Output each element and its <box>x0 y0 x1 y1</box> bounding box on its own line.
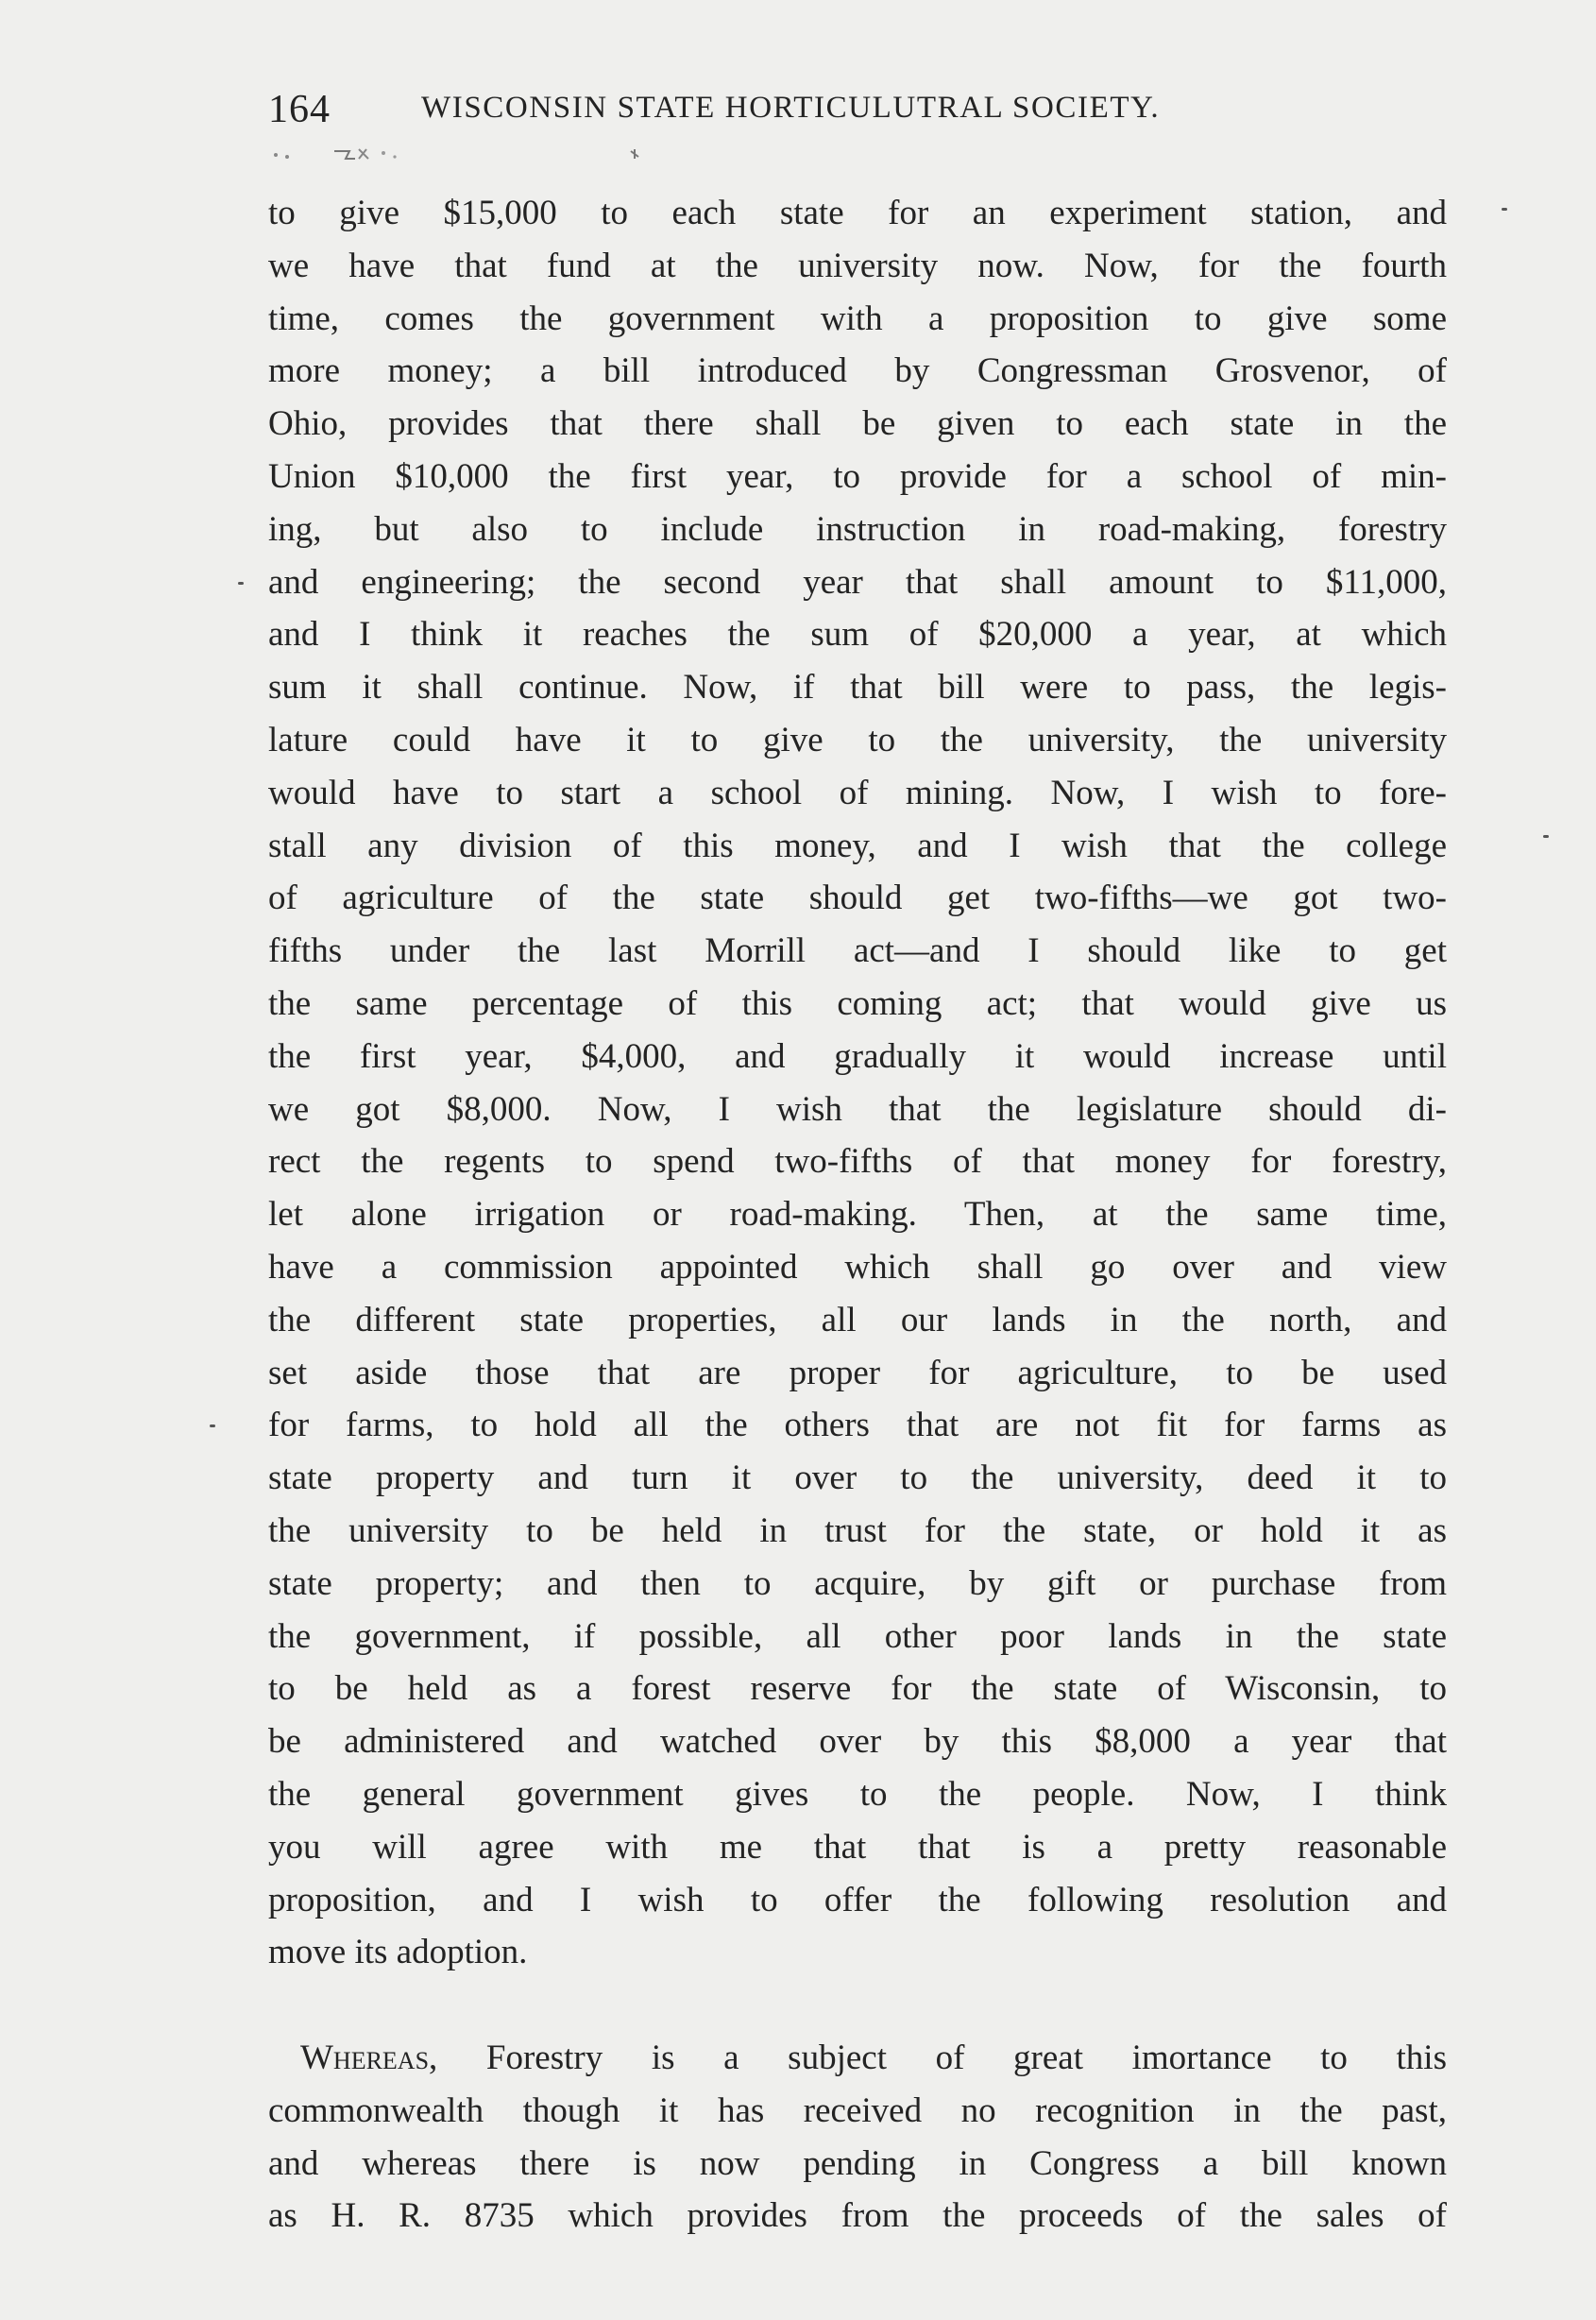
text-line: would have to start a school of mining. Now, I wish to fore- <box>268 773 1447 812</box>
text-line: for farms, to hold all the others that are not fit for farms as <box>268 1406 1447 1445</box>
body-text <box>268 187 1447 2243</box>
page-number: 164 <box>268 88 331 131</box>
text-line: and engineering; the second year that shall amount to $11,000, <box>268 562 1447 602</box>
text-line: the university to be held in trust for the state, or hold it as <box>268 1510 1447 1550</box>
text-line: set aside those that are proper for agriculture, to be used <box>268 1353 1447 1392</box>
text-line: lature could have it to give to the university, the university <box>268 720 1447 759</box>
text-line: move its adoption. <box>268 1933 528 1972</box>
text-line: let alone irrigation or road-making. Then, at the same time, <box>268 1195 1447 1235</box>
resolution-paragraph <box>268 2032 1447 2243</box>
text-line: fifths under the last Morrill act—and I should like to get <box>268 931 1447 971</box>
text-line: state property; and then to acquire, by gift or purchase from <box>268 1563 1447 1603</box>
text-line: to be held as a forest reserve for the state of Wisconsin, to <box>268 1669 1447 1709</box>
resolution-first-line-text: Forestry is a subject of great imortance to this <box>437 2039 1447 2078</box>
text-line: we have that fund at the university now. Now, for the fourth <box>268 246 1447 285</box>
text-line: you will agree with me that that is a pretty reasonable <box>268 1827 1447 1867</box>
margin-speck <box>1502 208 1507 211</box>
whereas-lead-word: Whereas, <box>300 2039 438 2078</box>
text-line: more money; a bill introduced by Congressman Grosvenor, of <box>268 351 1447 391</box>
text-line: the general government gives to the people. Now, I think <box>268 1774 1447 1814</box>
text-line: be administered and watched over by this $8,000 a year that <box>268 1722 1447 1762</box>
text-line: the same percentage of this coming act; that would give us <box>268 983 1447 1023</box>
text-line: the government, if possible, all other poor lands in the state <box>268 1616 1447 1656</box>
text-line: proposition, and I wish to offer the following resolution and <box>268 1880 1447 1919</box>
text-line: and I think it reaches the sum of $20,000 a year, at which <box>268 615 1447 655</box>
margin-speck <box>238 582 244 585</box>
resolution-first-line <box>268 2032 1447 2085</box>
margin-speck <box>1543 835 1549 838</box>
text-line: Union $10,000 the first year, to provide for a school of min- <box>268 456 1447 496</box>
text-line: Ohio, provides that there shall be given to each state in the <box>268 404 1447 444</box>
running-title: WISCONSIN STATE HORTICULUTRAL SOCIETY. <box>421 91 1161 125</box>
text-line: to give $15,000 to each state for an experiment station, and <box>268 194 1447 232</box>
text-line: ing, but also to include instruction in road-making, forestry <box>268 509 1447 549</box>
text-line: rect the regents to spend two-fifths of that money for forestry, <box>268 1142 1447 1182</box>
margin-speck <box>210 1424 215 1427</box>
text-line: the different state properties, all our lands in the north, and <box>268 1300 1447 1339</box>
text-line: sum it shall continue. Now, if that bill were to pass, the legis- <box>268 668 1447 708</box>
text-line: of agriculture of the state should get two-fifths—we got two- <box>268 879 1447 918</box>
text-line: the first year, $4,000, and gradually it would increase until <box>268 1036 1447 1076</box>
printer-smudge-ornament <box>268 144 665 166</box>
text-line: state property and turn it over to the university, deed it to <box>268 1459 1447 1498</box>
text-line: have a commission appointed which shall go over and view <box>268 1247 1447 1287</box>
text-line: stall any division of this money, and I wish that the college <box>268 826 1447 865</box>
main-paragraph <box>268 187 1447 1979</box>
page-header <box>268 87 1458 138</box>
text-line: as H. R. 8735 which provides from the proceeds of the sales of <box>268 2196 1447 2236</box>
paragraph-gap <box>268 1979 1447 2032</box>
text-line: and whereas there is now pending in Congress a bill known <box>268 2143 1447 2183</box>
text-line: commonwealth though it has received no recognition in the past, <box>268 2090 1447 2130</box>
text-line: we got $8,000. Now, I wish that the legislature should di- <box>268 1089 1447 1129</box>
text-line: time, comes the government with a proposition to give some <box>268 299 1447 338</box>
